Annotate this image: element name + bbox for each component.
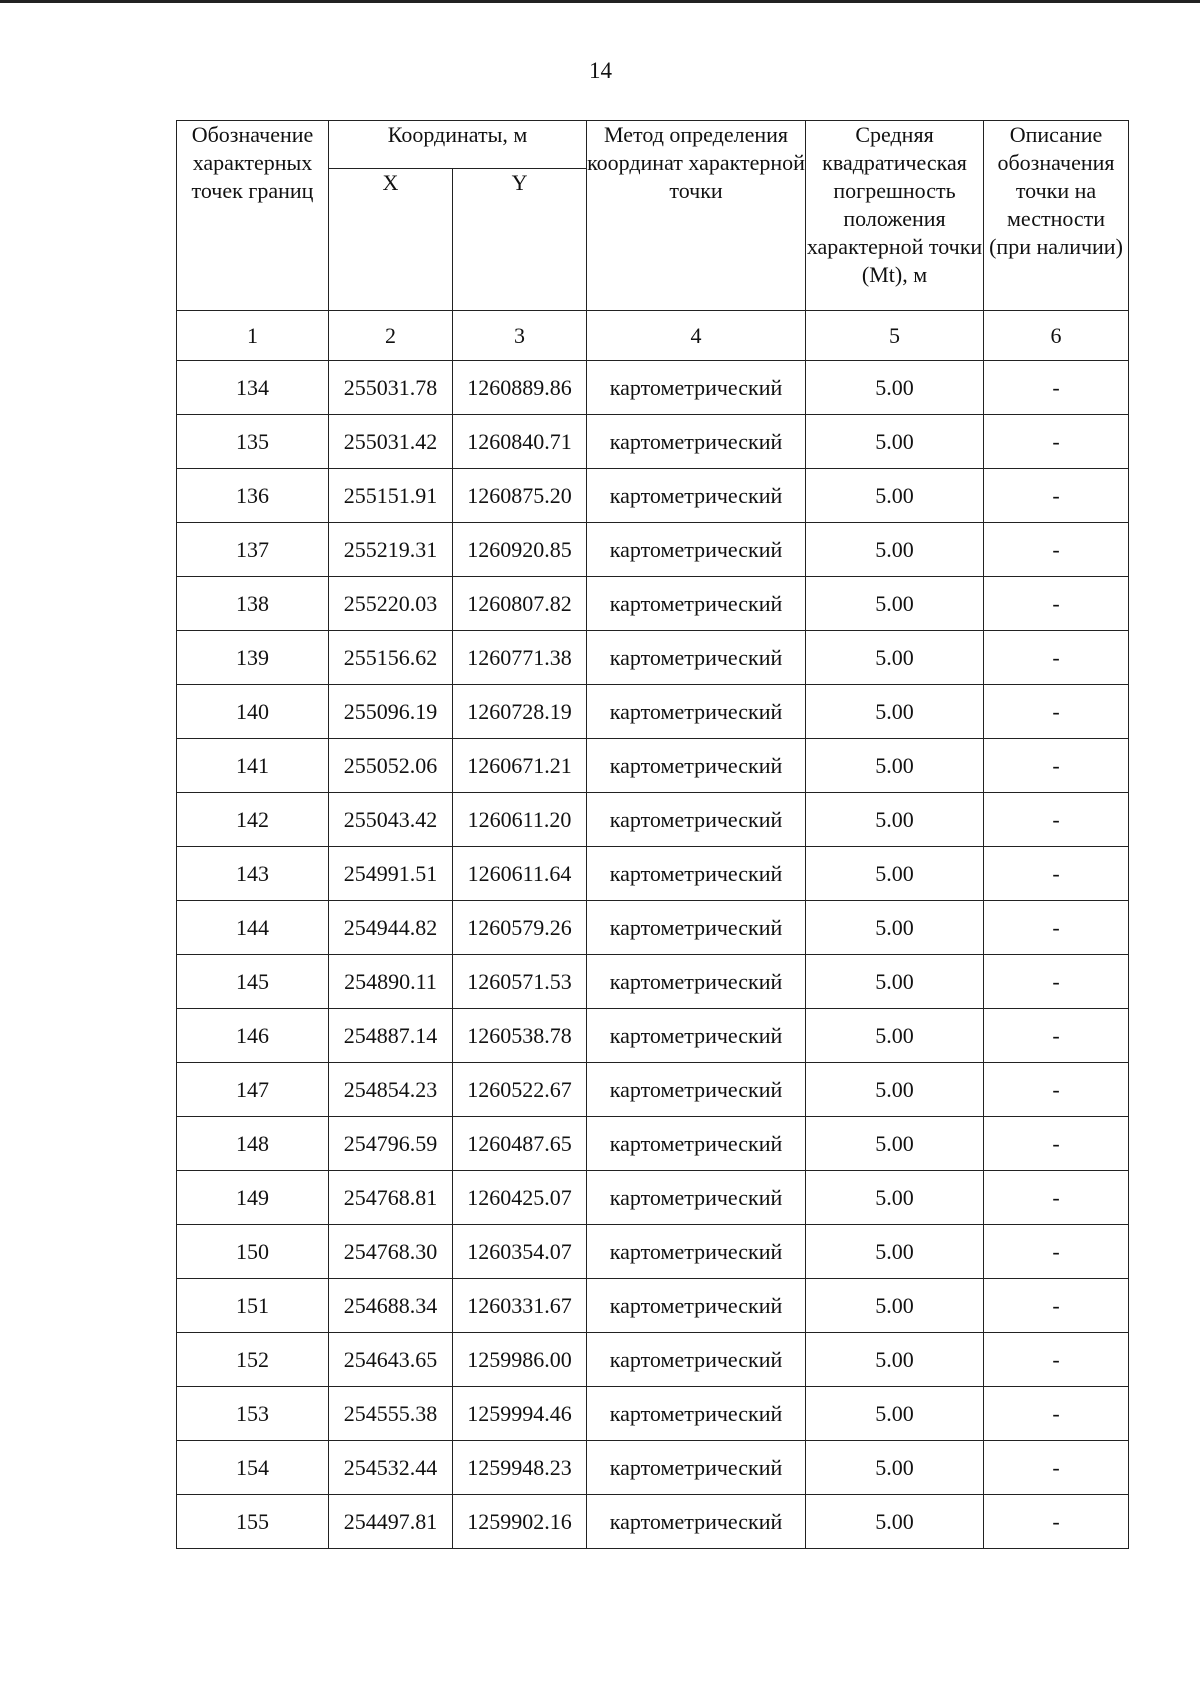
point-cell: 150 [177, 1225, 329, 1279]
x-coordinate-cell: 255151.91 [329, 469, 453, 523]
x-coordinate-cell: 255156.62 [329, 631, 453, 685]
y-coordinate-cell: 1260875.20 [453, 469, 587, 523]
x-coordinate-cell: 254643.65 [329, 1333, 453, 1387]
error-cell: 5.00 [806, 847, 984, 901]
method-cell: картометрический [587, 847, 806, 901]
table-row [177, 739, 1129, 793]
y-coordinate-cell: 1260889.86 [453, 361, 587, 415]
description-cell: - [984, 469, 1129, 523]
error-cell: 5.00 [806, 577, 984, 631]
x-coordinate-cell: 254768.30 [329, 1225, 453, 1279]
point-cell: 134 [177, 361, 329, 415]
column-number: 4 [587, 311, 806, 361]
method-cell: картометрический [587, 1171, 806, 1225]
table-row [177, 469, 1129, 523]
point-cell: 143 [177, 847, 329, 901]
description-cell: - [984, 739, 1129, 793]
x-coordinate-cell: 255096.19 [329, 685, 453, 739]
y-coordinate-cell: 1260487.65 [453, 1117, 587, 1171]
y-coordinate-cell: 1259948.23 [453, 1441, 587, 1495]
y-coordinate-cell: 1259994.46 [453, 1387, 587, 1441]
method-cell: картометрический [587, 1333, 806, 1387]
y-coordinate-cell: 1260920.85 [453, 523, 587, 577]
point-cell: 155 [177, 1495, 329, 1549]
point-cell: 138 [177, 577, 329, 631]
error-cell: 5.00 [806, 469, 984, 523]
x-coordinate-cell: 254555.38 [329, 1387, 453, 1441]
y-coordinate-cell: 1260522.67 [453, 1063, 587, 1117]
method-cell: картометрический [587, 361, 806, 415]
method-cell: картометрический [587, 739, 806, 793]
column-number-row [177, 311, 1129, 361]
table-row [177, 955, 1129, 1009]
y-coordinate-cell: 1260728.19 [453, 685, 587, 739]
error-cell: 5.00 [806, 523, 984, 577]
error-cell: 5.00 [806, 361, 984, 415]
method-cell: картометрический [587, 1117, 806, 1171]
description-cell: - [984, 955, 1129, 1009]
column-number: 5 [806, 311, 984, 361]
table-body [177, 361, 1129, 1549]
y-coordinate-cell: 1260671.21 [453, 739, 587, 793]
table-row [177, 1495, 1129, 1549]
table-row [177, 1117, 1129, 1171]
column-number: 3 [453, 311, 587, 361]
table-row [177, 1171, 1129, 1225]
method-cell: картометрический [587, 1063, 806, 1117]
description-cell: - [984, 415, 1129, 469]
x-coordinate-cell: 254887.14 [329, 1009, 453, 1063]
method-cell: картометрический [587, 1279, 806, 1333]
table-row [177, 1063, 1129, 1117]
column-number: 6 [984, 311, 1129, 361]
x-coordinate-cell: 255052.06 [329, 739, 453, 793]
x-coordinate-cell: 255220.03 [329, 577, 453, 631]
error-cell: 5.00 [806, 1063, 984, 1117]
point-cell: 145 [177, 955, 329, 1009]
description-cell: - [984, 1333, 1129, 1387]
point-cell: 142 [177, 793, 329, 847]
y-coordinate-cell: 1260331.67 [453, 1279, 587, 1333]
method-cell: картометрический [587, 631, 806, 685]
x-coordinate-cell: 254532.44 [329, 1441, 453, 1495]
header-error: Средняя квадратическая погрешность положения характерной точки (Mt), м [806, 121, 984, 311]
table-row [177, 1009, 1129, 1063]
x-coordinate-cell: 254497.81 [329, 1495, 453, 1549]
point-cell: 153 [177, 1387, 329, 1441]
table-row [177, 577, 1129, 631]
header-row [177, 121, 1129, 169]
point-cell: 151 [177, 1279, 329, 1333]
header-coordinates: Координаты, м [329, 121, 587, 169]
x-coordinate-cell: 255031.42 [329, 415, 453, 469]
point-cell: 140 [177, 685, 329, 739]
error-cell: 5.00 [806, 631, 984, 685]
point-cell: 148 [177, 1117, 329, 1171]
method-cell: картометрический [587, 415, 806, 469]
table-row [177, 1225, 1129, 1279]
header-y: Y [453, 169, 587, 311]
y-coordinate-cell: 1259902.16 [453, 1495, 587, 1549]
error-cell: 5.00 [806, 1171, 984, 1225]
error-cell: 5.00 [806, 1009, 984, 1063]
description-cell: - [984, 1387, 1129, 1441]
y-coordinate-cell: 1260807.82 [453, 577, 587, 631]
x-coordinate-cell: 254890.11 [329, 955, 453, 1009]
x-coordinate-cell: 254944.82 [329, 901, 453, 955]
table-row [177, 631, 1129, 685]
description-cell: - [984, 1171, 1129, 1225]
y-coordinate-cell: 1260354.07 [453, 1225, 587, 1279]
error-cell: 5.00 [806, 955, 984, 1009]
error-cell: 5.00 [806, 1387, 984, 1441]
top-border-line [0, 0, 1200, 3]
description-cell: - [984, 361, 1129, 415]
description-cell: - [984, 847, 1129, 901]
error-cell: 5.00 [806, 415, 984, 469]
description-cell: - [984, 523, 1129, 577]
column-number: 2 [329, 311, 453, 361]
description-cell: - [984, 577, 1129, 631]
x-coordinate-cell: 255219.31 [329, 523, 453, 577]
method-cell: картометрический [587, 1225, 806, 1279]
method-cell: картометрический [587, 577, 806, 631]
point-cell: 154 [177, 1441, 329, 1495]
error-cell: 5.00 [806, 793, 984, 847]
y-coordinate-cell: 1260538.78 [453, 1009, 587, 1063]
point-cell: 135 [177, 415, 329, 469]
method-cell: картометрический [587, 955, 806, 1009]
x-coordinate-cell: 254854.23 [329, 1063, 453, 1117]
description-cell: - [984, 1495, 1129, 1549]
header-x: X [329, 169, 453, 311]
error-cell: 5.00 [806, 901, 984, 955]
point-cell: 152 [177, 1333, 329, 1387]
header-method: Метод определения координат характерной точки [587, 121, 806, 311]
point-cell: 144 [177, 901, 329, 955]
x-coordinate-cell: 255031.78 [329, 361, 453, 415]
x-coordinate-cell: 254796.59 [329, 1117, 453, 1171]
table-row [177, 1333, 1129, 1387]
method-cell: картометрический [587, 1387, 806, 1441]
description-cell: - [984, 1441, 1129, 1495]
y-coordinate-cell: 1260571.53 [453, 955, 587, 1009]
table-row [177, 1387, 1129, 1441]
method-cell: картометрический [587, 901, 806, 955]
y-coordinate-cell: 1260579.26 [453, 901, 587, 955]
error-cell: 5.00 [806, 739, 984, 793]
error-cell: 5.00 [806, 1441, 984, 1495]
point-cell: 139 [177, 631, 329, 685]
point-cell: 137 [177, 523, 329, 577]
method-cell: картометрический [587, 793, 806, 847]
table-row [177, 847, 1129, 901]
method-cell: картометрический [587, 1495, 806, 1549]
method-cell: картометрический [587, 469, 806, 523]
error-cell: 5.00 [806, 1225, 984, 1279]
header-description: Описание обозначения точки на местности (при наличии) [984, 121, 1129, 311]
method-cell: картометрический [587, 685, 806, 739]
point-cell: 146 [177, 1009, 329, 1063]
description-cell: - [984, 1063, 1129, 1117]
x-coordinate-cell: 254991.51 [329, 847, 453, 901]
y-coordinate-cell: 1260840.71 [453, 415, 587, 469]
error-cell: 5.00 [806, 1279, 984, 1333]
description-cell: - [984, 901, 1129, 955]
coordinates-table [176, 120, 1129, 1549]
header-designation: Обозначение характерных точек границ [177, 121, 329, 311]
point-cell: 136 [177, 469, 329, 523]
error-cell: 5.00 [806, 1117, 984, 1171]
table-row [177, 685, 1129, 739]
table-row [177, 523, 1129, 577]
page-number: 14 [589, 58, 612, 83]
table-row [177, 1279, 1129, 1333]
x-coordinate-cell: 254688.34 [329, 1279, 453, 1333]
method-cell: картометрический [587, 1009, 806, 1063]
table-row [177, 1441, 1129, 1495]
point-cell: 147 [177, 1063, 329, 1117]
x-coordinate-cell: 255043.42 [329, 793, 453, 847]
error-cell: 5.00 [806, 1495, 984, 1549]
description-cell: - [984, 1009, 1129, 1063]
method-cell: картометрический [587, 1441, 806, 1495]
table-row [177, 901, 1129, 955]
y-coordinate-cell: 1259986.00 [453, 1333, 587, 1387]
description-cell: - [984, 793, 1129, 847]
x-coordinate-cell: 254768.81 [329, 1171, 453, 1225]
description-cell: - [984, 1225, 1129, 1279]
y-coordinate-cell: 1260611.64 [453, 847, 587, 901]
column-number: 1 [177, 311, 329, 361]
description-cell: - [984, 1117, 1129, 1171]
table-row [177, 361, 1129, 415]
y-coordinate-cell: 1260771.38 [453, 631, 587, 685]
y-coordinate-cell: 1260425.07 [453, 1171, 587, 1225]
table-row [177, 793, 1129, 847]
method-cell: картометрический [587, 523, 806, 577]
table-row [177, 415, 1129, 469]
point-cell: 149 [177, 1171, 329, 1225]
description-cell: - [984, 1279, 1129, 1333]
y-coordinate-cell: 1260611.20 [453, 793, 587, 847]
point-cell: 141 [177, 739, 329, 793]
error-cell: 5.00 [806, 685, 984, 739]
description-cell: - [984, 631, 1129, 685]
error-cell: 5.00 [806, 1333, 984, 1387]
description-cell: - [984, 685, 1129, 739]
